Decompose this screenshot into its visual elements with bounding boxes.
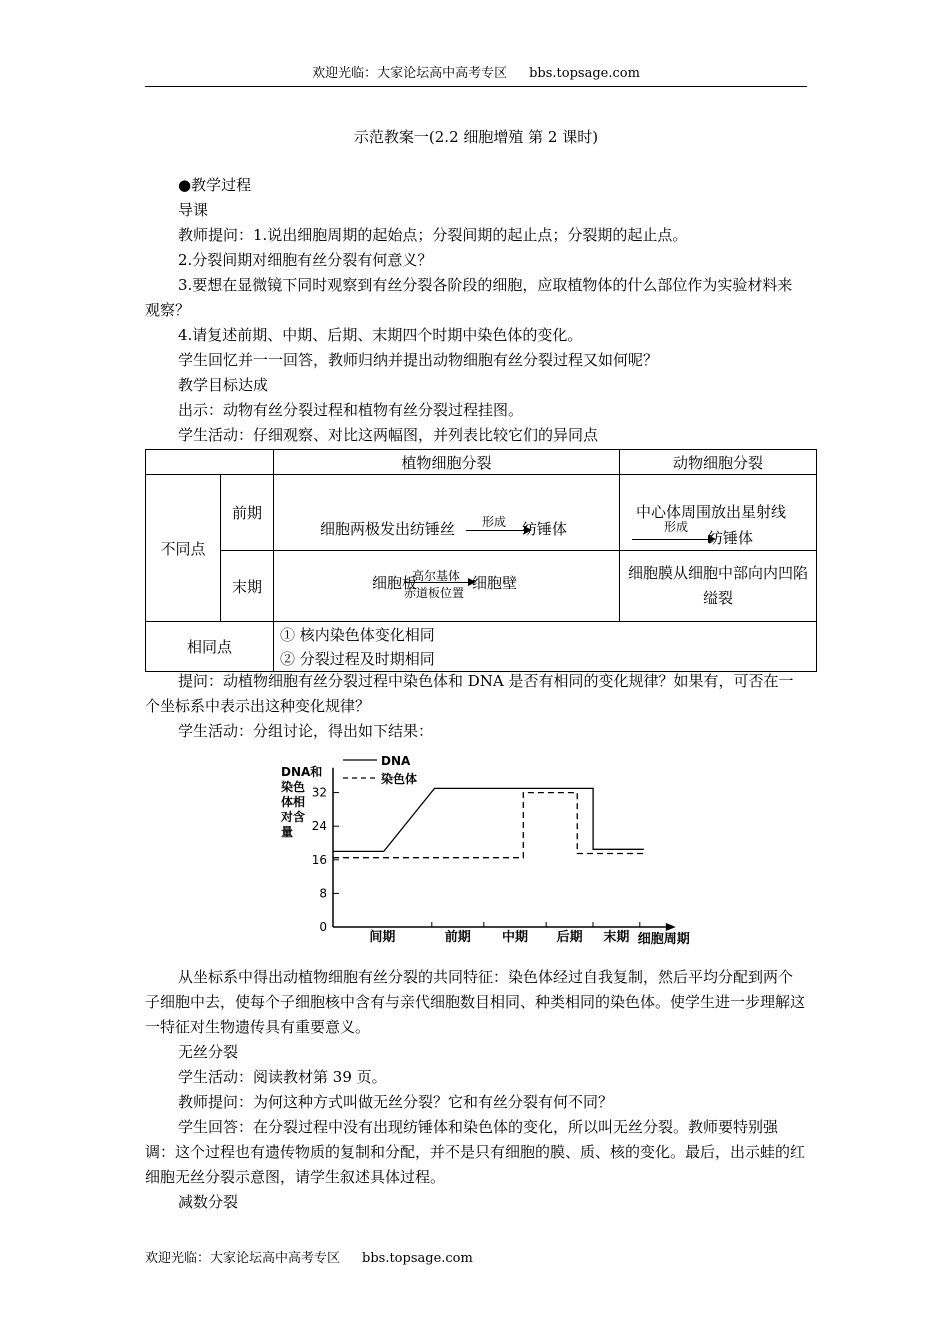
paragraph: 从坐标系中得出动植物细胞有丝分裂的共同特征：染色体经过自我复制，然后平均分配到两个子细胞中去，使每个子细胞核中含有与亲代细胞数目相同、种类相同的染色体。使学生进一步理解这一特征对生物遗传具有重要意义。 (145, 968, 806, 1036)
x-category-label: 中期 (501, 930, 529, 945)
same-points-cell (274, 622, 817, 672)
row-label-prophase: 前期 (221, 475, 274, 551)
animal-telophase-cell: 细胞膜从细胞中部向内凹陷缢裂 (620, 551, 817, 622)
paragraph: 教学目标达成 (178, 376, 269, 394)
arrow-line (404, 582, 470, 583)
header-site: 欢迎光临：大家论坛高中高考专区 (312, 66, 508, 81)
paragraph: 学生回忆并一一回答，教师归纳并提出动物细胞有丝分裂过程又如何呢？ (178, 351, 659, 369)
plant-prophase-left: 细胞两极发出纺锤丝 (320, 520, 456, 538)
same-point-1: ① 核内染色体变化相同 (280, 625, 435, 644)
plant-prophase-right: 纺锤体 (522, 520, 568, 538)
dna-chromosome-chart (275, 752, 700, 952)
row-label-same: 相同点 (146, 622, 274, 672)
series-line-chromosome (333, 793, 644, 858)
animal-prophase-cell (620, 475, 817, 551)
table-header-animal: 动物细胞分裂 (620, 450, 817, 475)
x-category-label: 末期 (603, 930, 630, 945)
page-footer (145, 1247, 473, 1266)
animal-prophase-arrow-label: 形成 (664, 520, 689, 534)
ylabel-line: 染色 (281, 780, 306, 794)
x-axis-arrow (666, 923, 676, 931)
legend-label: DNA (381, 754, 411, 768)
page-header (145, 64, 807, 87)
section-heading: 减数分裂 (178, 1193, 239, 1211)
header-url[interactable]: bbs.topsage.com (529, 66, 640, 81)
paragraph: 提问：动植物细胞有丝分裂过程中染色体和 DNA 是否有相同的变化规律？如果有，可否在一个坐标系中表示出这种变化规律？ (145, 672, 794, 715)
paragraph: 4.请复述前期、中期、后期、末期四个时期中染色体的变化。 (178, 326, 583, 344)
legend-label: 染色体 (381, 772, 418, 786)
footer-url[interactable]: bbs.topsage.com (362, 1251, 473, 1266)
ylabel-line: 对含 (281, 810, 306, 824)
y-tick-label: 8 (319, 886, 327, 901)
y-tick-label: 16 (311, 852, 327, 867)
x-category-label: 后期 (556, 930, 583, 945)
animal-prophase-right: 纺锤体 (708, 529, 754, 547)
paragraph: 教师提问：为何这种方式叫做无丝分裂？它和有丝分裂有何不同？ (178, 1093, 614, 1111)
paragraph: 学生活动：阅读教材第 39 页。 (178, 1068, 387, 1086)
footer-site: 欢迎光临：大家论坛高中高考专区 (145, 1251, 341, 1266)
row-label-telophase: 末期 (221, 551, 274, 622)
y-tick-label: 24 (311, 819, 327, 834)
x-category-label: 前期 (444, 930, 471, 945)
paragraph: 2.分裂间期对细胞有丝分裂有何意义？ (178, 251, 433, 269)
section-heading: 无丝分裂 (178, 1043, 239, 1061)
chart-legend (343, 754, 417, 786)
plant-telophase-left: 细胞板 (372, 574, 418, 592)
comparison-table (145, 449, 817, 672)
paragraph: 学生活动：仔细观察、对比这两幅图，并列表比较它们的异同点 (178, 426, 599, 444)
plant-telophase-arrow-top: 高尔基体 (412, 569, 461, 583)
arrow-line (466, 530, 526, 531)
series-lines (333, 788, 644, 857)
ylabel-line: 量 (281, 825, 294, 839)
table-corner (146, 450, 274, 475)
paragraph: 教师提问：1.说出细胞周期的起始点；分裂间期的起止点；分裂期的起止点。 (178, 226, 688, 244)
plant-prophase-arrow-label: 形成 (482, 515, 507, 529)
plant-telophase-right: 细胞壁 (472, 574, 518, 592)
table-header-plant: 植物细胞分裂 (274, 450, 620, 475)
plant-prophase-cell (274, 475, 620, 551)
paragraph: 学生活动：分组讨论，得出如下结果： (178, 722, 434, 740)
ylabel-line: DNA和 (281, 765, 323, 779)
section-heading: ●教学过程 (178, 176, 252, 194)
y-tick-label: 0 (319, 920, 327, 934)
row-label-diff: 不同点 (146, 475, 221, 622)
same-point-2: ② 分裂过程及时期相同 (280, 649, 435, 668)
plant-telophase-arrow-bottom: 赤道板位置 (404, 586, 465, 600)
x-category-label: 间期 (369, 930, 396, 945)
y-tick-label: 32 (311, 785, 327, 800)
x-categories (369, 922, 639, 945)
arrow-line (632, 539, 710, 540)
document-title: 示范教案一(2.2 细胞增殖 第 2 课时) (353, 128, 599, 146)
paragraph: 学生回答：在分裂过程中没有出现纺锤体和染色体的变化，所以叫无丝分裂。教师要特别强调：这个过程也有遗传物质的复制和分配，并不是只有细胞的膜、质、核的变化。最后，出示蛙的红细胞无丝分裂示意图，请学生叙述具体过程。 (145, 1118, 806, 1186)
series-line-dna (333, 788, 644, 851)
animal-prophase-top: 中心体周围放出星射线 (636, 503, 787, 521)
paragraph: 导课 (178, 201, 209, 219)
y-ticks (312, 786, 339, 934)
plant-telophase-cell (274, 551, 620, 622)
chart-xlabel: 细胞周期 (637, 932, 690, 947)
paragraph: 3.要想在显微镜下同时观察到有丝分裂各阶段的细胞，应取植物体的什么部位作为实验材料来观察？ (145, 276, 793, 319)
paragraph: 出示：动物有丝分裂过程和植物有丝分裂过程挂图。 (178, 401, 524, 419)
ylabel-line: 体相 (281, 795, 306, 809)
